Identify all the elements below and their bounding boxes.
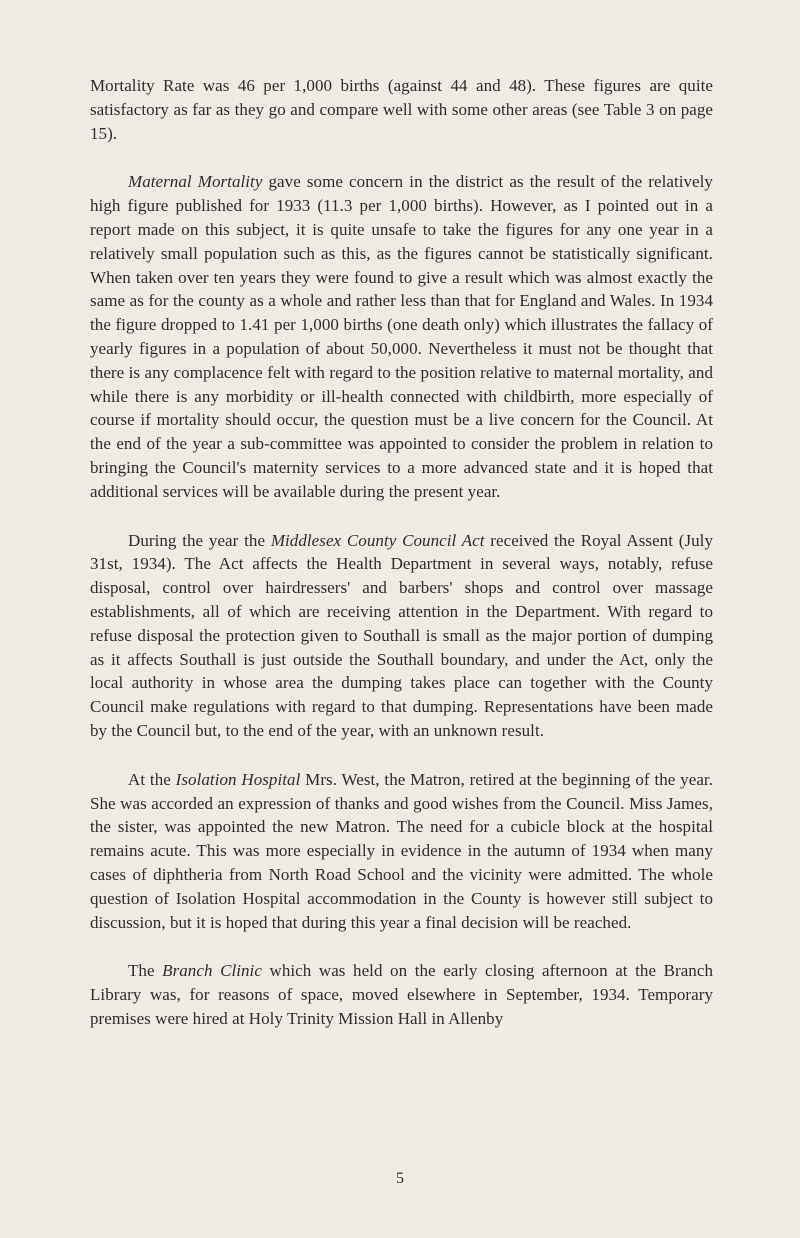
paragraph-italic-term: Middlesex County Council Act	[270, 530, 485, 550]
paragraph-text: Mortality Rate was 46 per 1,000 births (against 44 and 48). These figures are quite satisfactory as far as they go and compare well with some other areas (see Table 3 on page 15).	[90, 76, 713, 143]
paragraph-text: gave some concern in the district as the result of the relatively high figure published for 1933 (11.3 per 1,000 births). However, as I pointed out in a report made on this subject, it is quite unsafe to take the figures for any one year in a relatively small population such as this, as the figures cannot be statistically significant. When taken over ten years they were found to give a result which was almost exactly the same as for the county as a whole and rather less than that for England and Wales. In 1934 the figure dropped to 1.41 per 1,000 births (one death only) which illustrates the fallacy of yearly figures in a population of about 50,000. Nevertheless it must not be thought that there is any complacence felt with regard to the position relative to maternal mortality, and while there is any morbidity or ill-health connected with childbirth, more especially of course if mortality should occur, the question must be a live concern for the Council. At the end of the year a sub-committee was appointed to consider the problem in relation to bringing the Council's maternity services to a more advanced state and it is hoped that additional services will be available during the present year.	[90, 172, 713, 501]
paragraph-county-council-act	[90, 529, 713, 743]
paragraph-branch-clinic	[90, 959, 713, 1030]
document-page	[90, 74, 713, 1031]
paragraph-text-before: During the year the	[128, 530, 271, 550]
paragraph-text-after: received the Royal Assent (July 31st, 1934). The Act affects the Health Department in several ways, notably, refuse disposal, control over hairdressers' and barbers' shops and control over massage establishments, all of which are receiving attention in the Department. With regard to refuse disposal the protection given to Southall is small as the major portion of dumping as it affects Southall is just outside the Southall boundary, and under the Act, only the local authority in whose area the dumping takes place can together with the County Council make regulations with regard to that dumping. Representations have been made by the Council but, to the end of the year, with an unknown result.	[90, 530, 713, 740]
paragraph-lead-italic: Maternal Mortality	[128, 172, 263, 192]
paragraph-text-before: At the	[128, 769, 176, 789]
paragraph-italic-term: Branch Clinic	[162, 961, 262, 981]
paragraph-infant-mortality	[90, 74, 713, 145]
paragraph-text-after: which was held on the early closing afternoon at the Branch Library was, for reasons of space, moved elsewhere in September, 1934. Temporary premises were hired at Holy Trinity Mission Hall in Allenby	[90, 961, 714, 1028]
paragraph-text-before: The	[128, 961, 163, 981]
paragraph-maternal-mortality	[90, 170, 713, 503]
paragraph-text-after: Mrs. West, the Matron, retired at the beginning of the year. She was accorded an expression of thanks and good wishes from the Council. Miss James, the sister, was appointed the new Matron. The need for a cubicle block at the hospital remains acute. This was more especially in evidence in the autumn of 1934 when many cases of diphtheria from North Road School and the vicinity were admitted. The whole question of Isolation Hospital accommodation in the County is however still subject to discussion, but it is hoped that during this year a final decision will be reached.	[90, 769, 713, 932]
paragraph-isolation-hospital	[90, 768, 713, 935]
paragraph-italic-term: Isolation Hospital	[175, 769, 301, 789]
page-number: 5	[396, 1170, 404, 1187]
